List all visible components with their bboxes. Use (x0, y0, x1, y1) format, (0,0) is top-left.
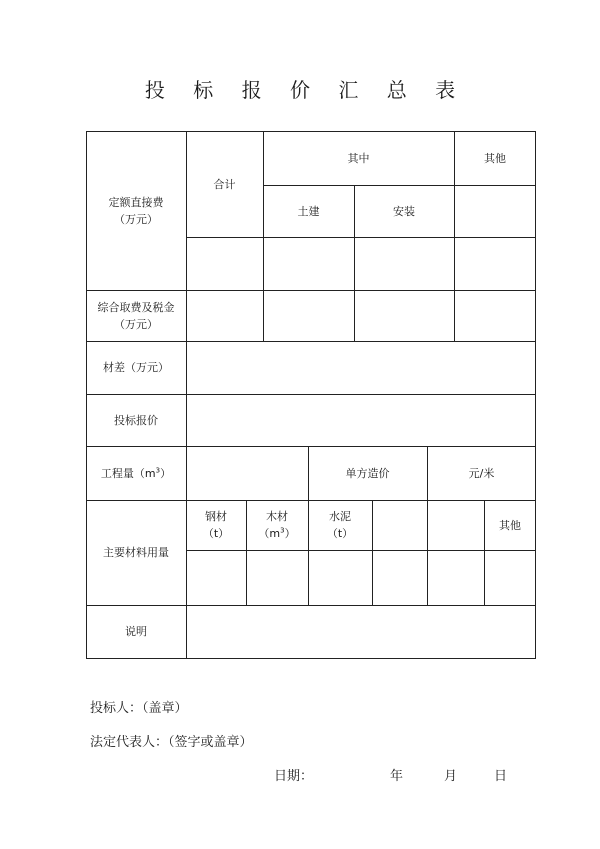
comprehensive-fee-label-line2: （万元） (114, 317, 158, 331)
cement-header (308, 500, 372, 550)
wood-header-line2-open: （m (258, 527, 281, 540)
date-day: 日 (494, 769, 508, 784)
main-materials-label: 主要材料用量 (103, 546, 169, 559)
cement-header-line2: （t） (326, 527, 354, 540)
wood-header (246, 500, 308, 550)
comprehensive-fee-label (86, 290, 186, 341)
direct-fee-label-line2: （万元） (114, 212, 158, 226)
steel-header-line1: 钢材 (204, 510, 227, 523)
direct-fee-label-line1: 定额直接费 (108, 195, 164, 209)
unit-cost-label: 单方造价 (345, 466, 390, 480)
install-header: 安装 (393, 204, 415, 218)
page-title: 投 标 报 价 汇 总 表 (144, 78, 467, 102)
quantity-label-text: 工程量（m (100, 466, 156, 480)
remarks-label: 说明 (125, 625, 147, 638)
other-header: 其他 (484, 151, 506, 165)
civil-header: 土建 (297, 204, 320, 218)
cement-header-line1: 水泥 (328, 510, 351, 523)
total-header: 合计 (213, 177, 236, 191)
of-which-header: 其中 (347, 151, 370, 165)
date-label: 日期： (274, 769, 314, 784)
date-month: 月 (444, 769, 458, 784)
quantity-label (86, 446, 186, 500)
unit-cost-unit: 元/米 (468, 466, 495, 480)
material-diff-label: 材差（万元） (103, 361, 169, 374)
direct-fee-label (86, 131, 186, 290)
bid-price-label: 投标报价 (114, 413, 158, 427)
steel-header-line2: （t） (202, 527, 230, 540)
comprehensive-fee-label-line1: 综合取费及税金 (97, 300, 175, 314)
wood-header-sup: 3 (280, 526, 285, 535)
wood-header-line1: 木材 (266, 510, 288, 523)
date-year: 年 (390, 769, 404, 784)
steel-header (186, 500, 246, 550)
wood-header-line2-close: ） (284, 527, 296, 540)
materials-other-header: 其他 (499, 518, 521, 532)
bidder-seal-line: 投标人：（盖章） (90, 701, 188, 716)
legal-rep-line: 法定代表人：（签字或盖章） (90, 735, 253, 750)
quantity-label-sup: 3 (155, 465, 161, 474)
quantity-label-close: ） (160, 466, 172, 480)
